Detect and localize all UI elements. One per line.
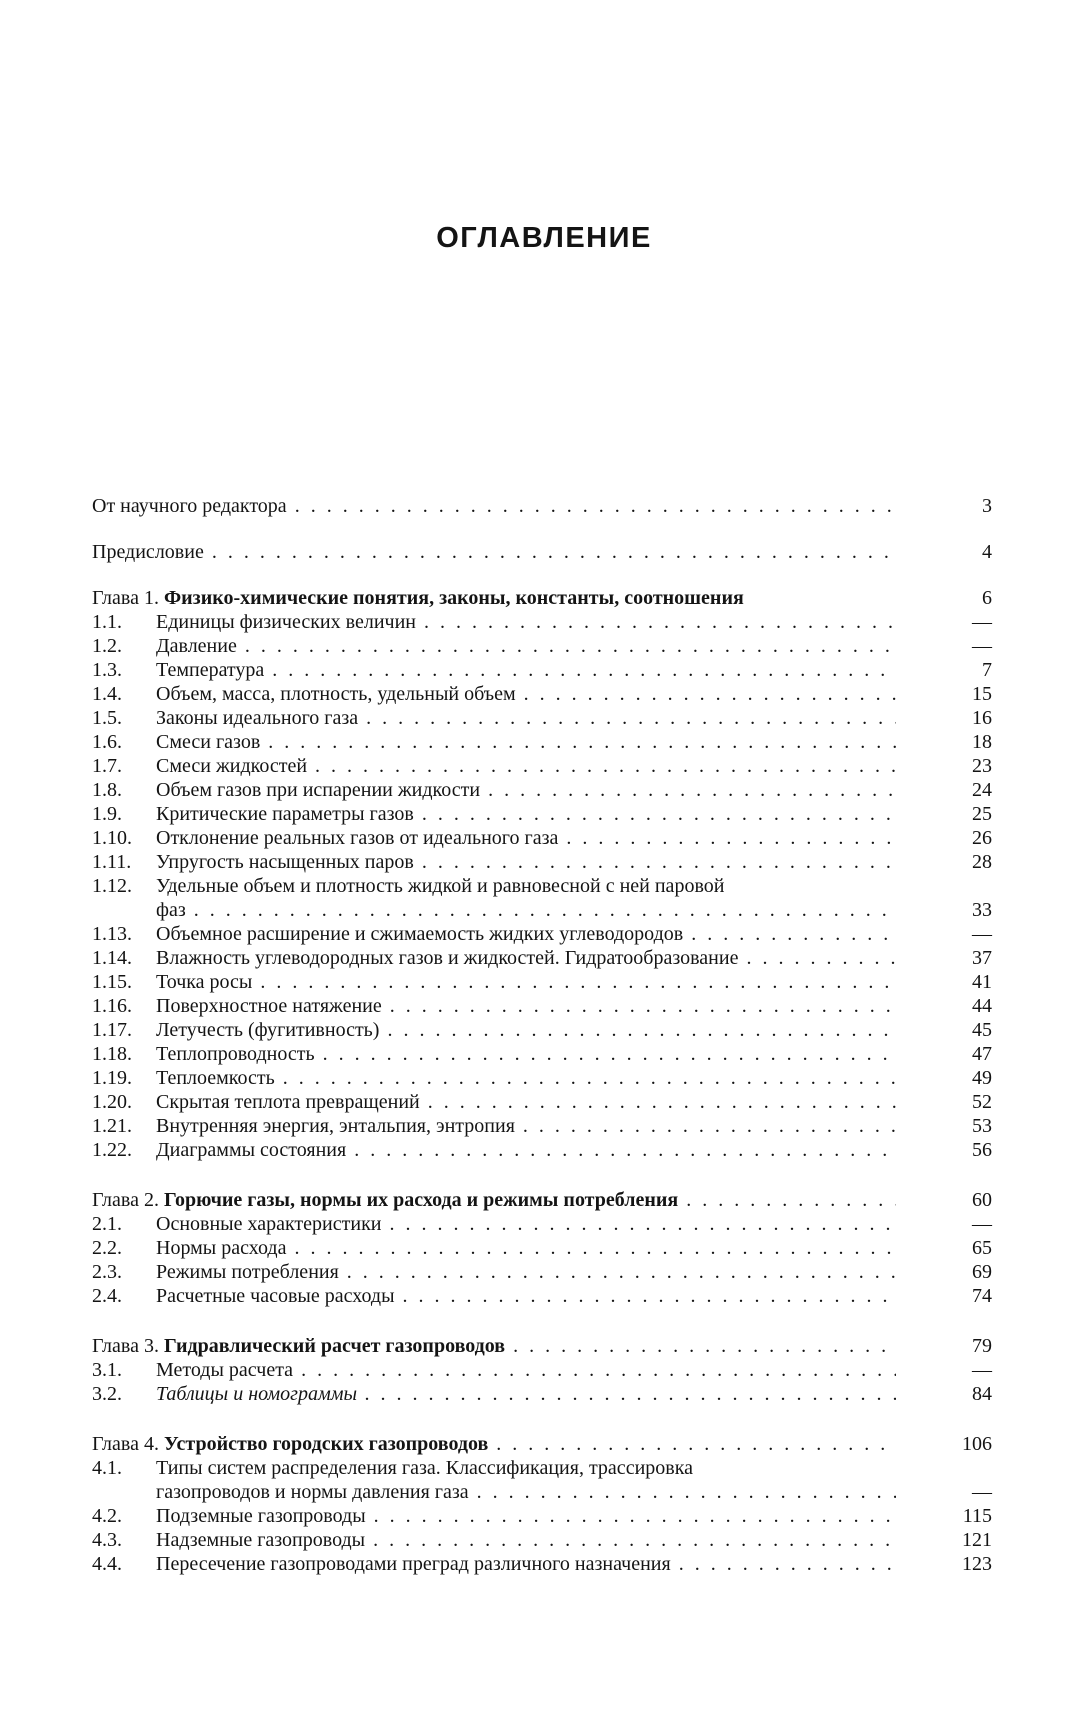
- section-number: 3.1.: [92, 1359, 122, 1381]
- section-number: 1.19.: [92, 1067, 132, 1089]
- toc-section: [92, 1528, 992, 1552]
- toc-section-continuation: [92, 898, 992, 922]
- section-title: Нормы расхода . . .: [156, 1236, 896, 1260]
- section-page: 84: [972, 1383, 992, 1405]
- section-page: 28: [972, 851, 992, 873]
- section-page: 7: [982, 659, 992, 681]
- section-title: Расчетные часовые расходы . . .: [156, 1284, 896, 1308]
- toc-section: [92, 610, 992, 634]
- toc-section: [92, 874, 992, 898]
- section-page: 16: [972, 707, 992, 729]
- toc-section: [92, 706, 992, 730]
- toc-section: [92, 1090, 992, 1114]
- toc-entry-page: 4: [982, 541, 992, 563]
- chapter-heading: [92, 586, 992, 610]
- chapter-prefix: Глава 2.: [92, 1189, 159, 1211]
- section-title: Теплопроводность . . .: [156, 1042, 896, 1066]
- section-page: 18: [972, 731, 992, 753]
- page-title: ОГЛАВЛЕНИЕ: [436, 222, 652, 254]
- chapter-title: Физико-химические понятия, законы, константы, соотношения: [163, 587, 744, 609]
- chapter-heading: [92, 1432, 992, 1456]
- section-title: Внутренняя энергия, энтальпия, энтропия . . .: [156, 1114, 896, 1138]
- section-number: 2.4.: [92, 1285, 122, 1307]
- toc-section: [92, 1456, 992, 1480]
- section-number: 4.4.: [92, 1553, 122, 1575]
- section-number: 1.3.: [92, 659, 122, 681]
- chapter-heading: [92, 1188, 992, 1212]
- toc-section: [92, 1114, 992, 1138]
- toc-section: [92, 922, 992, 946]
- chapter-page: 60: [972, 1189, 992, 1211]
- section-number: 1.2.: [92, 635, 122, 657]
- section-title: Поверхностное натяжение . . .: [156, 994, 896, 1018]
- section-page: 47: [972, 1043, 992, 1065]
- toc-section: [92, 970, 992, 994]
- toc-section: [92, 1284, 992, 1308]
- section-title: Критические параметры газов . . .: [156, 802, 896, 826]
- section-number: 1.12.: [92, 875, 132, 897]
- section-title: Таблицы и номограммы . . .: [156, 1382, 896, 1406]
- section-page: 56: [972, 1139, 992, 1161]
- section-page: 53: [972, 1115, 992, 1137]
- toc-section: [92, 1552, 992, 1576]
- section-number: 1.16.: [92, 995, 132, 1017]
- toc-entry-text: От научного редактора . . .: [92, 494, 896, 518]
- section-title: Диаграммы состояния . . .: [156, 1138, 896, 1162]
- section-number: 2.1.: [92, 1213, 122, 1235]
- toc-section: [92, 1236, 992, 1260]
- toc-section: [92, 1358, 992, 1382]
- section-title-continuation: газопроводов и нормы давления газа . . .: [156, 1480, 896, 1504]
- toc-section: [92, 634, 992, 658]
- section-number: 1.18.: [92, 1043, 132, 1065]
- toc-section: [92, 1382, 992, 1406]
- toc-section: [92, 1042, 992, 1066]
- section-title: Удельные объем и плотность жидкой и равновесной с ней паровой: [156, 875, 725, 897]
- section-number: 1.11.: [92, 851, 132, 873]
- chapter-title: Устройство городских газопроводов: [163, 1433, 489, 1455]
- section-page: —: [972, 635, 992, 657]
- section-title: Надземные газопроводы . . .: [156, 1528, 896, 1552]
- table-of-contents: [92, 494, 992, 1576]
- chapter-sections: [92, 1358, 992, 1406]
- toc-section: [92, 778, 992, 802]
- section-title: Давление . . .: [156, 634, 896, 658]
- chapter-sections: [92, 610, 992, 1162]
- toc-section: [92, 1504, 992, 1528]
- chapter-prefix: Глава 4.: [92, 1433, 159, 1455]
- section-page: —: [972, 1213, 992, 1235]
- section-page: —: [972, 1481, 992, 1503]
- section-page: 33: [972, 899, 992, 921]
- section-title: Скрытая теплота превращений . . .: [156, 1090, 896, 1114]
- section-title: Влажность углеводородных газов и жидкостей. Гидратообразование . . .: [156, 946, 896, 970]
- section-page: 15: [972, 683, 992, 705]
- chapter-sections: [92, 1212, 992, 1308]
- section-page: —: [972, 611, 992, 633]
- section-page: 123: [962, 1553, 992, 1575]
- section-title: Объемное расширение и сжимаемость жидких углеводородов . . .: [156, 922, 896, 946]
- chapter-title: Горючие газы, нормы их расхода и режимы потребления: [163, 1189, 679, 1211]
- section-title: Объем газов при испарении жидкости . . .: [156, 778, 896, 802]
- section-number: 1.6.: [92, 731, 122, 753]
- section-number: 1.14.: [92, 947, 132, 969]
- toc-section: [92, 682, 992, 706]
- section-number: 1.4.: [92, 683, 122, 705]
- chapter-page: 79: [972, 1335, 992, 1357]
- chapter-sections: [92, 1456, 992, 1576]
- section-number: 4.3.: [92, 1529, 122, 1551]
- chapter-prefix: Глава 1.: [92, 587, 159, 609]
- section-number: 1.21.: [92, 1115, 132, 1137]
- toc-entry-text: Предисловие . . .: [92, 540, 896, 564]
- section-page: 41: [972, 971, 992, 993]
- section-page: 25: [972, 803, 992, 825]
- section-title: Смеси газов . . .: [156, 730, 896, 754]
- toc-section: [92, 1018, 992, 1042]
- section-page: 115: [962, 1505, 992, 1527]
- section-number: 1.9.: [92, 803, 122, 825]
- section-number: 1.17.: [92, 1019, 132, 1041]
- toc-section: [92, 1212, 992, 1236]
- section-number: 1.13.: [92, 923, 132, 945]
- section-number: 1.22.: [92, 1139, 132, 1161]
- section-page: 45: [972, 1019, 992, 1041]
- section-page: 69: [972, 1261, 992, 1283]
- section-page: 37: [972, 947, 992, 969]
- section-page: 74: [972, 1285, 992, 1307]
- section-title: Типы систем распределения газа. Классификация, трассировка: [156, 1457, 694, 1479]
- section-number: 1.1.: [92, 611, 122, 633]
- section-title: Пересечение газопроводами преград различного назначения . . .: [156, 1552, 896, 1576]
- section-title: Температура . . .: [156, 658, 896, 682]
- section-number: 1.8.: [92, 779, 122, 801]
- section-page: 65: [972, 1237, 992, 1259]
- section-number: 1.7.: [92, 755, 122, 777]
- section-title: Подземные газопроводы . . .: [156, 1504, 896, 1528]
- section-number: 1.20.: [92, 1091, 132, 1113]
- section-number: 3.2.: [92, 1383, 122, 1405]
- toc-section: [92, 730, 992, 754]
- section-number: 1.10.: [92, 827, 132, 849]
- section-title: Упругость насыщенных паров . . .: [156, 850, 896, 874]
- toc-section: [92, 754, 992, 778]
- chapter-title: Гидравлический расчет газопроводов: [163, 1335, 506, 1357]
- section-title: Методы расчета . . .: [156, 1358, 896, 1382]
- section-number: 4.1.: [92, 1457, 122, 1479]
- section-page: 23: [972, 755, 992, 777]
- section-title: Точка росы . . .: [156, 970, 896, 994]
- section-page: 121: [962, 1529, 992, 1551]
- chapter-heading: [92, 1334, 992, 1358]
- section-page: 52: [972, 1091, 992, 1113]
- section-page: —: [972, 923, 992, 945]
- chapter-page: 6: [982, 587, 992, 609]
- toc-section: [92, 1138, 992, 1162]
- section-title: Теплоемкость . . .: [156, 1066, 896, 1090]
- section-number: 4.2.: [92, 1505, 122, 1527]
- chapter-prefix: Глава 3.: [92, 1335, 159, 1357]
- toc-section: [92, 1066, 992, 1090]
- toc-section: [92, 658, 992, 682]
- toc-entry: [92, 494, 992, 518]
- toc-section-continuation: [92, 1480, 992, 1504]
- toc-entry-page: 3: [982, 495, 992, 517]
- toc-entry: [92, 540, 992, 564]
- section-title: Основные характеристики . . .: [156, 1212, 896, 1236]
- toc-section: [92, 946, 992, 970]
- chapter-page: 106: [962, 1433, 992, 1455]
- toc-section: [92, 994, 992, 1018]
- section-title: Объем, масса, плотность, удельный объем . . .: [156, 682, 896, 706]
- section-title-continuation: фаз . . .: [156, 898, 896, 922]
- section-number: 1.15.: [92, 971, 132, 993]
- section-title: Режимы потребления . . .: [156, 1260, 896, 1284]
- section-page: 24: [972, 779, 992, 801]
- section-page: 44: [972, 995, 992, 1017]
- section-number: 1.5.: [92, 707, 122, 729]
- toc-section: [92, 802, 992, 826]
- section-title: Летучесть (фугитивность) . . .: [156, 1018, 896, 1042]
- section-title: Единицы физических величин . . .: [156, 610, 896, 634]
- toc-section: [92, 826, 992, 850]
- section-number: 2.2.: [92, 1237, 122, 1259]
- section-title: Отклонение реальных газов от идеального газа . . .: [156, 826, 896, 850]
- section-page: 26: [972, 827, 992, 849]
- section-title: Смеси жидкостей . . .: [156, 754, 896, 778]
- toc-section: [92, 850, 992, 874]
- section-number: 2.3.: [92, 1261, 122, 1283]
- section-title: Законы идеального газа . . .: [156, 706, 896, 730]
- section-page: 49: [972, 1067, 992, 1089]
- section-page: —: [972, 1359, 992, 1381]
- toc-section: [92, 1260, 992, 1284]
